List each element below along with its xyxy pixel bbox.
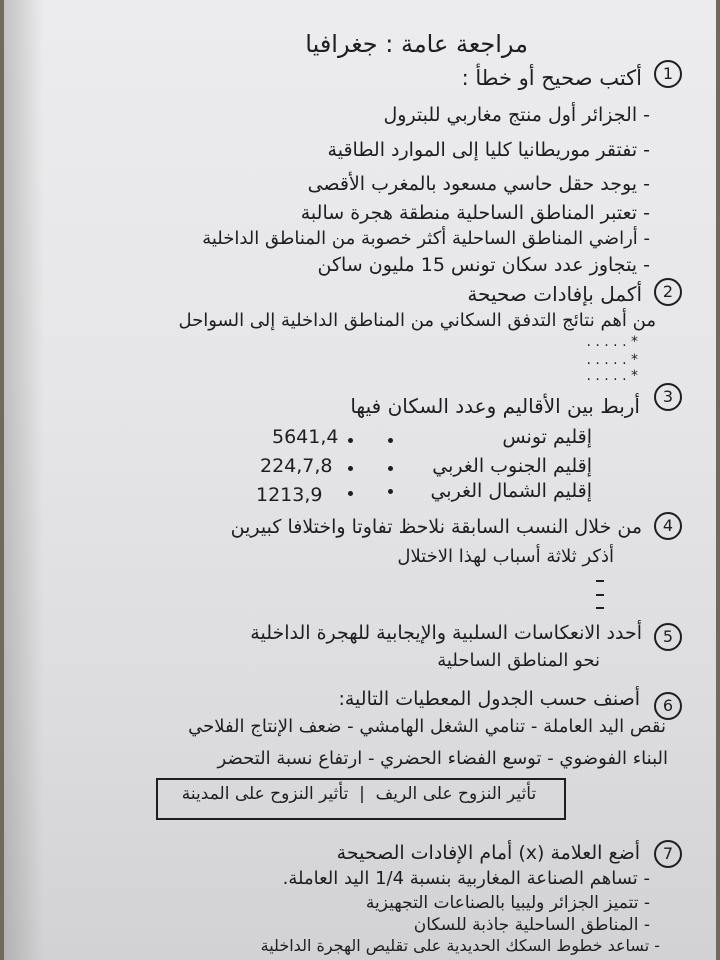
q3-region: إقليم الشمال الغربي [430, 480, 592, 502]
q7-item: - تتميز الجزائر وليبيا بالصناعات التجهيزية [365, 893, 650, 913]
table-headers: تأثير النزوح على الريف | تأثير النزوح على المدينة [181, 784, 537, 804]
question-number-4: 4 [654, 512, 682, 540]
q6-instruction: أصنف حسب الجدول المعطيات التالية: [338, 688, 640, 710]
answer-dash [596, 607, 604, 609]
match-dot [348, 438, 353, 443]
match-dot [388, 489, 393, 494]
match-dot [388, 466, 393, 471]
match-dot [348, 466, 353, 471]
q4-line: أذكر ثلاثة أسباب لهذا الاختلال [397, 546, 614, 567]
q2-instruction: أكمل بإفادات صحيحة [467, 282, 642, 306]
q7-item: - تساعد خطوط السكك الحديدية على تقليص الهجرة الداخلية [260, 936, 660, 955]
q6-line: البناء الفوضوي - توسع الفضاء الحضري - ارتفاع نسبة التحضر [217, 748, 668, 769]
q3-value: 224,7,8 [260, 455, 333, 477]
question-number-1: 1 [654, 60, 682, 88]
answer-dash [596, 580, 604, 582]
q1-item: - أراضي المناطق الساحلية أكثر خصوبة من المناطق الداخلية [202, 228, 650, 249]
q2-blank: * . . . . . [586, 352, 638, 368]
q3-region: إقليم الجنوب الغربي [432, 455, 592, 477]
q7-instruction: أضع العلامة (x) أمام الإفادات الصحيحة [336, 842, 640, 864]
table-header-city: تأثير النزوح على المدينة [181, 784, 349, 804]
worksheet-paper [4, 0, 716, 960]
q6-line: نقص اليد العاملة - تنامي الشغل الهامشي - ضعف الإنتاج الفلاحي [188, 716, 666, 737]
question-number-7: 7 [654, 840, 682, 868]
q5-line: نحو المناطق الساحلية [437, 650, 600, 671]
question-number-3: 3 [654, 383, 682, 411]
match-dot [388, 438, 393, 443]
q1-item: - تفتقر موريطانيا كليا إلى الموارد الطاقية [327, 139, 650, 161]
q7-item: - المناطق الساحلية جاذبة للسكان [413, 915, 650, 935]
q2-prompt: من أهم نتائج التدفق السكاني من المناطق الداخلية إلى السواحل [178, 310, 656, 331]
question-number-6: 6 [654, 692, 682, 720]
q1-item: - الجزائر أول منتج مغاربي للبترول [383, 104, 650, 126]
q1-item: - تعتبر المناطق الساحلية منطقة هجرة سالبة [300, 202, 650, 224]
table-header-rural: تأثير النزوح على الريف [375, 784, 537, 804]
q7-item: - تساهم الصناعة المغاربية بنسبة 1/4 اليد العاملة. [282, 868, 650, 889]
q3-value: 1213,9 [256, 484, 323, 506]
q1-item: - يتجاوز عدد سكان تونس 15 مليون ساكن [317, 254, 650, 276]
q3-instruction: أربط بين الأقاليم وعدد السكان فيها [350, 394, 640, 418]
match-dot [348, 491, 353, 496]
question-number-5: 5 [654, 623, 682, 651]
q1-instruction: أكتب صحيح أو خطأ : [461, 66, 642, 90]
page-title: مراجعة عامة : جغرافيا [305, 30, 528, 58]
q1-item: - يوجد حقل حاسي مسعود بالمغرب الأقصى [307, 173, 650, 195]
q2-blank: * . . . . . [586, 334, 638, 350]
q3-value: 5641,4 [272, 426, 339, 448]
q4-line: من خلال النسب السابقة نلاحظ تفاوتا واختلافا كبيرين [230, 516, 642, 538]
question-number-2: 2 [654, 278, 682, 306]
answer-dash [596, 594, 604, 596]
q5-line: أحدد الانعكاسات السلبية والإيجابية للهجرة الداخلية [250, 622, 642, 644]
q3-region: إقليم تونس [502, 426, 592, 448]
q2-blank: * . . . . . [586, 368, 638, 384]
